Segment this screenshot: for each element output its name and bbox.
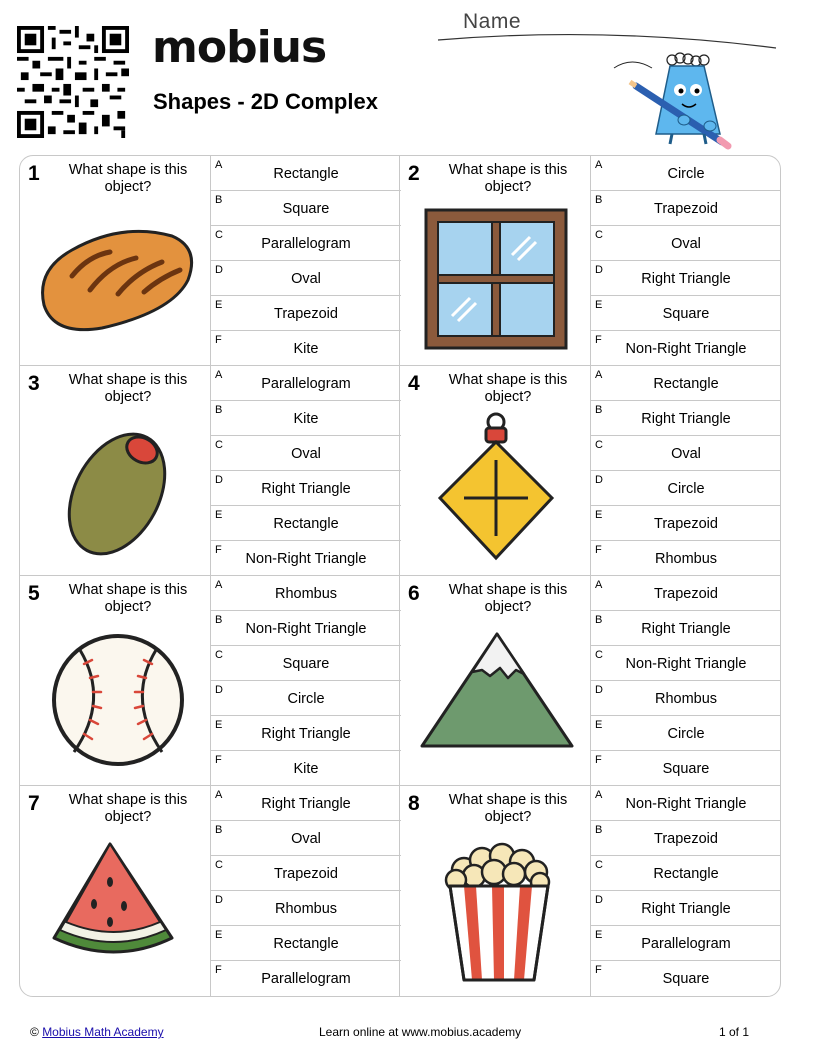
answer-options bbox=[210, 786, 401, 996]
question-number: 5 bbox=[28, 582, 40, 605]
option-text: Trapezoid bbox=[654, 831, 718, 847]
option-text: Right Triangle bbox=[641, 271, 731, 287]
mobius-academy-link[interactable]: Mobius Math Academy bbox=[42, 1025, 164, 1039]
mobius-logo: mobius bbox=[152, 22, 327, 73]
option-letter: B bbox=[595, 614, 603, 626]
page-number: 1 of 1 bbox=[719, 1025, 750, 1039]
answer-option-d[interactable] bbox=[591, 681, 781, 716]
mountain-image bbox=[412, 620, 582, 778]
option-letter: A bbox=[215, 369, 223, 381]
option-text: Parallelogram bbox=[261, 376, 351, 392]
option-text: Square bbox=[282, 201, 330, 217]
question-prompt: What shape is this object? bbox=[448, 792, 568, 825]
option-letter: E bbox=[215, 719, 223, 731]
answer-option-f[interactable] bbox=[591, 961, 781, 996]
answer-option-b[interactable] bbox=[211, 821, 401, 856]
olive-image bbox=[32, 410, 202, 568]
question-card-3 bbox=[20, 366, 400, 576]
option-letter: F bbox=[595, 544, 602, 556]
question-prompt: What shape is this object? bbox=[448, 582, 568, 615]
option-letter: C bbox=[215, 439, 223, 451]
answer-option-f[interactable] bbox=[211, 541, 401, 576]
option-letter: C bbox=[215, 859, 223, 871]
question-card-4 bbox=[400, 366, 780, 576]
answer-option-d[interactable] bbox=[211, 681, 401, 716]
question-number: 3 bbox=[28, 372, 40, 395]
answer-option-b[interactable] bbox=[211, 191, 401, 226]
option-text: Right Triangle bbox=[641, 621, 731, 637]
answer-option-c[interactable] bbox=[211, 856, 401, 891]
option-text: Trapezoid bbox=[654, 516, 718, 532]
answer-option-b[interactable] bbox=[591, 191, 781, 226]
answer-option-a[interactable] bbox=[591, 366, 781, 401]
question-card-8 bbox=[400, 786, 780, 996]
option-letter: B bbox=[595, 404, 603, 416]
option-text: Oval bbox=[671, 446, 701, 462]
footer-website: Learn online at www.mobius.academy bbox=[319, 1025, 522, 1039]
option-text: Rectangle bbox=[273, 516, 339, 532]
answer-option-f[interactable] bbox=[211, 751, 401, 786]
answer-option-a[interactable] bbox=[211, 156, 401, 191]
answer-option-e[interactable] bbox=[591, 506, 781, 541]
question-number: 1 bbox=[28, 162, 40, 185]
answer-option-e[interactable] bbox=[591, 296, 781, 331]
answer-option-f[interactable] bbox=[591, 751, 781, 786]
option-text: Rhombus bbox=[654, 691, 718, 707]
option-text: Trapezoid bbox=[654, 586, 718, 602]
answer-option-e[interactable] bbox=[211, 296, 401, 331]
answer-option-f[interactable] bbox=[591, 541, 781, 576]
option-letter: B bbox=[595, 824, 603, 836]
option-text: Non-Right Triangle bbox=[625, 341, 747, 357]
answer-options bbox=[590, 366, 781, 576]
answer-option-a[interactable] bbox=[591, 156, 781, 191]
answer-option-a[interactable] bbox=[591, 786, 781, 821]
question-prompt: What shape is this object? bbox=[448, 162, 568, 195]
answer-options bbox=[590, 576, 781, 786]
answer-option-e[interactable] bbox=[211, 926, 401, 961]
option-letter: D bbox=[215, 894, 223, 906]
option-letter: E bbox=[215, 509, 223, 521]
option-text: Parallelogram bbox=[641, 936, 731, 952]
option-letter: F bbox=[215, 964, 222, 976]
option-letter: C bbox=[595, 229, 603, 241]
option-text: Circle bbox=[287, 691, 325, 707]
option-letter: F bbox=[595, 964, 602, 976]
option-text: Right Triangle bbox=[261, 481, 351, 497]
option-letter: D bbox=[595, 894, 603, 906]
copyright-symbol: © bbox=[30, 1025, 39, 1039]
answer-option-e[interactable] bbox=[211, 506, 401, 541]
answer-options bbox=[210, 576, 401, 786]
answer-option-c[interactable] bbox=[591, 226, 781, 261]
option-letter: A bbox=[215, 159, 223, 171]
answer-option-f[interactable] bbox=[591, 331, 781, 366]
answer-option-c[interactable] bbox=[211, 436, 401, 471]
option-letter: C bbox=[595, 649, 603, 661]
answer-options bbox=[210, 366, 401, 576]
question-prompt: What shape is this object? bbox=[68, 372, 188, 405]
answer-option-b[interactable] bbox=[591, 821, 781, 856]
answer-option-a[interactable] bbox=[211, 786, 401, 821]
option-text: Oval bbox=[291, 271, 321, 287]
answer-option-d[interactable] bbox=[591, 261, 781, 296]
question-number: 2 bbox=[408, 162, 420, 185]
option-letter: A bbox=[215, 789, 223, 801]
question-number: 6 bbox=[408, 582, 420, 605]
watermelon-image bbox=[32, 830, 202, 988]
question-card-7 bbox=[20, 786, 400, 996]
option-letter: E bbox=[215, 299, 223, 311]
answer-option-b[interactable] bbox=[591, 611, 781, 646]
option-text: Square bbox=[662, 971, 710, 987]
option-text: Non-Right Triangle bbox=[245, 551, 367, 567]
option-text: Kite bbox=[293, 341, 319, 357]
option-letter: B bbox=[215, 404, 223, 416]
worksheet-title: Shapes - 2D Complex bbox=[153, 89, 378, 114]
mascot-illustration bbox=[612, 46, 742, 156]
option-text: Square bbox=[282, 656, 330, 672]
option-letter: D bbox=[215, 684, 223, 696]
window-image bbox=[412, 200, 582, 358]
option-letter: D bbox=[215, 474, 223, 486]
answer-option-b[interactable] bbox=[211, 611, 401, 646]
option-letter: D bbox=[595, 684, 603, 696]
answer-option-f[interactable] bbox=[211, 961, 401, 996]
option-text: Rectangle bbox=[653, 376, 719, 392]
answer-option-c[interactable] bbox=[591, 646, 781, 681]
option-text: Kite bbox=[293, 411, 319, 427]
option-text: Circle bbox=[667, 166, 705, 182]
option-text: Non-Right Triangle bbox=[245, 621, 367, 637]
option-letter: A bbox=[215, 579, 223, 591]
answer-options bbox=[590, 156, 781, 366]
ornament-image bbox=[412, 410, 582, 568]
option-letter: C bbox=[595, 859, 603, 871]
option-text: Right Triangle bbox=[641, 901, 731, 917]
answer-option-c[interactable] bbox=[591, 436, 781, 471]
option-letter: E bbox=[215, 929, 223, 941]
option-letter: A bbox=[595, 789, 603, 801]
option-letter: E bbox=[595, 509, 603, 521]
question-prompt: What shape is this object? bbox=[68, 582, 188, 615]
answer-option-a[interactable] bbox=[591, 576, 781, 611]
option-letter: F bbox=[595, 334, 602, 346]
option-text: Rectangle bbox=[653, 866, 719, 882]
option-letter: F bbox=[215, 334, 222, 346]
option-letter: E bbox=[595, 929, 603, 941]
option-text: Square bbox=[662, 761, 710, 777]
option-text: Oval bbox=[291, 831, 321, 847]
option-letter: F bbox=[595, 754, 602, 766]
answer-option-e[interactable] bbox=[211, 716, 401, 751]
option-text: Circle bbox=[667, 726, 705, 742]
question-number: 8 bbox=[408, 792, 420, 815]
answer-option-c[interactable] bbox=[211, 646, 401, 681]
question-prompt: What shape is this object? bbox=[448, 372, 568, 405]
option-letter: A bbox=[595, 159, 603, 171]
option-text: Right Triangle bbox=[261, 796, 351, 812]
answer-option-f[interactable] bbox=[211, 331, 401, 366]
option-text: Rectangle bbox=[273, 166, 339, 182]
option-text: Rhombus bbox=[654, 551, 718, 567]
option-letter: D bbox=[595, 474, 603, 486]
option-letter: A bbox=[595, 579, 603, 591]
question-number: 4 bbox=[408, 372, 420, 395]
option-text: Trapezoid bbox=[274, 866, 338, 882]
question-prompt: What shape is this object? bbox=[68, 792, 188, 825]
option-text: Right Triangle bbox=[641, 411, 731, 427]
answer-option-d[interactable] bbox=[211, 891, 401, 926]
option-text: Right Triangle bbox=[261, 726, 351, 742]
option-letter: E bbox=[595, 299, 603, 311]
answer-option-d[interactable] bbox=[211, 471, 401, 506]
option-text: Non-Right Triangle bbox=[625, 796, 747, 812]
option-text: Non-Right Triangle bbox=[625, 656, 747, 672]
answer-option-e[interactable] bbox=[591, 926, 781, 961]
option-text: Parallelogram bbox=[261, 236, 351, 252]
option-letter: B bbox=[595, 194, 603, 206]
option-letter: C bbox=[215, 229, 223, 241]
answer-options bbox=[590, 786, 781, 996]
option-text: Rectangle bbox=[273, 936, 339, 952]
option-letter: F bbox=[215, 754, 222, 766]
baseball-image bbox=[32, 620, 202, 778]
option-text: Circle bbox=[667, 481, 705, 497]
question-card-6 bbox=[400, 576, 780, 786]
question-card-2 bbox=[400, 156, 780, 366]
option-text: Rhombus bbox=[274, 901, 338, 917]
option-letter: B bbox=[215, 614, 223, 626]
question-grid bbox=[19, 155, 781, 997]
answer-option-d[interactable] bbox=[591, 471, 781, 506]
option-letter: F bbox=[215, 544, 222, 556]
option-letter: B bbox=[215, 824, 223, 836]
option-letter: D bbox=[215, 264, 223, 276]
answer-option-d[interactable] bbox=[211, 261, 401, 296]
answer-option-e[interactable] bbox=[591, 716, 781, 751]
answer-option-a[interactable] bbox=[211, 576, 401, 611]
option-text: Oval bbox=[671, 236, 701, 252]
name-label: Name bbox=[463, 10, 522, 33]
question-prompt: What shape is this object? bbox=[68, 162, 188, 195]
option-text: Kite bbox=[293, 761, 319, 777]
popcorn-image bbox=[412, 830, 582, 988]
option-text: Oval bbox=[291, 446, 321, 462]
option-letter: B bbox=[215, 194, 223, 206]
question-number: 7 bbox=[28, 792, 40, 815]
answer-option-a[interactable] bbox=[211, 366, 401, 401]
answer-option-b[interactable] bbox=[591, 401, 781, 436]
qr-code bbox=[17, 26, 129, 138]
option-text: Trapezoid bbox=[274, 306, 338, 322]
option-text: Rhombus bbox=[274, 586, 338, 602]
option-text: Parallelogram bbox=[261, 971, 351, 987]
answer-option-d[interactable] bbox=[591, 891, 781, 926]
option-letter: D bbox=[595, 264, 603, 276]
question-card-5 bbox=[20, 576, 400, 786]
question-card-1 bbox=[20, 156, 400, 366]
answer-option-c[interactable] bbox=[591, 856, 781, 891]
option-text: Square bbox=[662, 306, 710, 322]
option-letter: C bbox=[595, 439, 603, 451]
answer-option-b[interactable] bbox=[211, 401, 401, 436]
option-letter: C bbox=[215, 649, 223, 661]
bread-loaf-image bbox=[32, 200, 202, 358]
option-letter: A bbox=[595, 369, 603, 381]
footer-copyright bbox=[30, 1025, 164, 1039]
answer-options bbox=[210, 156, 401, 366]
option-letter: E bbox=[595, 719, 603, 731]
option-text: Trapezoid bbox=[654, 201, 718, 217]
answer-option-c[interactable] bbox=[211, 226, 401, 261]
